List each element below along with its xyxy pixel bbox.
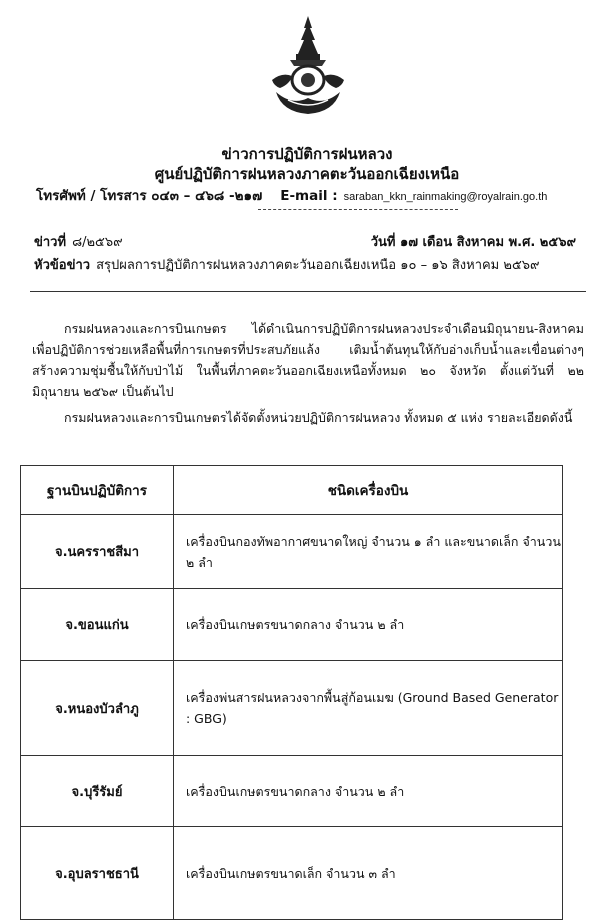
operation-bases-table	[20, 465, 563, 920]
news-number	[34, 231, 123, 252]
base-cell: จ.บุรีรัมย์	[21, 756, 174, 827]
column-header-aircraft: ชนิดเครื่องบิน	[174, 466, 563, 515]
email-label: E-mail :	[280, 188, 338, 204]
base-cell: จ.ขอนแก่น	[21, 589, 174, 661]
contact-line	[36, 184, 547, 206]
aircraft-cell: เครื่องบินเกษตรขนาดกลาง จำนวน ๒ ลำ	[174, 756, 563, 827]
body-paragraph-1: กรมฝนหลวงและการบินเกษตร ได้ดำเนินการปฏิบัติการฝนหลวงประจำเดือนมิถุนายน-สิงหาคม เพื่อปฏิบัติการช่วยเหลือพื้นที่การเกษตรที่ประสบภัยแล้ง เติมน้ำต้นทุนให้กับอ่างเก็บน้ำและเขื่อนต่างๆ สร้างความชุ่มชื้นให้กับป่าไม้ ในพื้นที่ภาคตะวันออกเฉียงเหนือทั้งหมด ๒๐ จังหวัด ตั้งแต่วันที่ ๒๒ มิถุนายน ๒๕๖๙ เป็นต้นไป	[32, 321, 584, 399]
subject-value: สรุปผลการปฏิบัติการฝนหลวงภาคตะวันออกเฉียงเหนือ ๑๐ – ๑๖ สิงหาคม ๒๕๖๙	[96, 258, 540, 273]
phone-fax-label: โทรศัพท์ / โทรสาร ๐๔๓ – ๔๖๘ -๒๑๗	[36, 188, 263, 204]
base-cell: จ.นครราชสีมา	[21, 515, 174, 589]
table-row	[21, 827, 563, 920]
table-row	[21, 756, 563, 827]
news-date: วันที่ ๑๗ เดือน สิงหาคม พ.ศ. ๒๕๖๙	[370, 235, 576, 250]
aircraft-cell: เครื่องบินเกษตรขนาดกลาง จำนวน ๒ ลำ	[174, 589, 563, 661]
table-row	[21, 589, 563, 661]
aircraft-cell: เครื่องบินเกษตรขนาดเล็ก จำนวน ๓ ลำ	[174, 827, 563, 920]
table-row	[21, 515, 563, 589]
horizontal-rule	[30, 291, 586, 292]
royal-rainmaking-emblem-icon	[268, 14, 348, 124]
email-address: saraban_kkn_rainmaking@royalrain.go.th	[343, 191, 548, 203]
news-number-label: ข่าวที่	[34, 235, 67, 250]
table-header-row	[21, 466, 563, 515]
aircraft-cell: เครื่องพ่นสารฝนหลวงจากพื้นสู่ก้อนเมฆ (Ground Based Generator : GBG)	[174, 661, 563, 756]
base-cell: จ.หนองบัวลำภู	[21, 661, 174, 756]
header-subtitle: ศูนย์ปฏิบัติการฝนหลวงภาคตะวันออกเฉียงเหนือ	[154, 165, 460, 183]
header-title: ข่าวการปฏิบัติการฝนหลวง	[221, 145, 393, 163]
news-subject	[34, 254, 540, 275]
dashed-divider	[258, 209, 458, 210]
base-cell: จ.อุบลราชธานี	[21, 827, 174, 920]
body-paragraph-2: กรมฝนหลวงและการบินเกษตรได้จัดตั้งหน่วยปฏิบัติการฝนหลวง ทั้งหมด ๕ แห่ง รายละเอียดดังนี้	[64, 410, 573, 425]
column-header-base: ฐานบินปฏิบัติการ	[21, 466, 174, 515]
aircraft-cell: เครื่องบินกองทัพอากาศขนาดใหญ่ จำนวน ๑ ลำ และขนาดเล็ก จำนวน ๒ ลำ	[174, 515, 563, 589]
subject-label: หัวข้อข่าว	[34, 258, 91, 273]
table-row	[21, 661, 563, 756]
news-number-value: ๘/๒๕๖๙	[72, 235, 123, 250]
